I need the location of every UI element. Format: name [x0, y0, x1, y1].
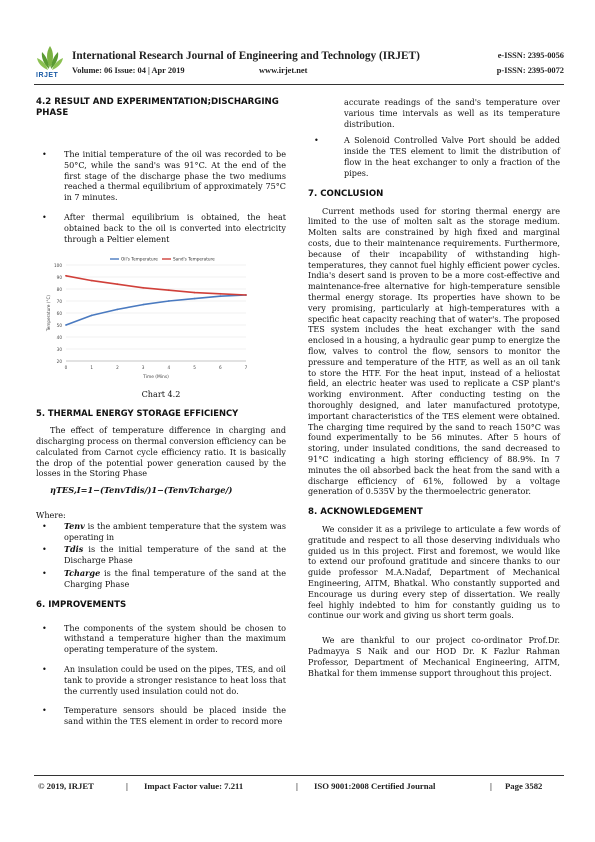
y-tick-label: 50: [56, 323, 62, 329]
where-list: [36, 521, 286, 590]
volume-issue: Volume: 06 Issue: 04 | Apr 2019: [72, 66, 185, 75]
data-point: [91, 315, 93, 317]
impact-factor: Impact Factor value: 7.211: [144, 781, 244, 791]
data-point: [219, 293, 221, 295]
copyright: © 2019, IRJET: [38, 781, 94, 791]
x-tick-label: 5: [193, 365, 196, 371]
data-point: [65, 324, 67, 326]
y-axis-label: Temperature (°C): [46, 295, 51, 332]
continued-bullet: accurate readings of the sand's temperature over various time intervals as well as its temperature distribution.: [344, 97, 560, 129]
x-tick-label: 1: [90, 365, 94, 371]
section-6-list: [36, 623, 286, 727]
footer-rule: [34, 775, 564, 776]
data-point: [65, 275, 67, 277]
symbol: Tdis: [64, 544, 84, 555]
data-point: [194, 292, 196, 294]
data-point: [168, 290, 170, 292]
section-8-heading: 8. ACKNOWLEDGEMENT: [308, 507, 423, 518]
legend-label: Oil's Temperature: [121, 256, 158, 262]
y-tick-label: 20: [56, 359, 62, 365]
x-tick-label: 2: [116, 365, 119, 371]
x-tick-label: 4: [167, 365, 171, 371]
header-rule: [34, 84, 564, 85]
pissn: p-ISSN: 2395-0072: [496, 66, 564, 75]
section-4-2-list: [36, 149, 286, 244]
y-tick-label: 30: [56, 347, 62, 353]
list-item: • A Solenoid Controlled Valve Port should be added inside the TES element to limit the distribution of flow in the heat exchanger to only a fraction of the pipes.: [308, 135, 560, 178]
y-tick-label: 80: [56, 287, 62, 293]
y-tick-label: 60: [56, 311, 62, 317]
symbol-desc: is the initial temperature of the sand at the Discharge Phase: [64, 544, 286, 566]
legend-label: Sand's Temperature: [173, 256, 215, 262]
symbol-desc: is the ambient temperature that the system was operating in: [64, 520, 286, 542]
list-item: [36, 544, 286, 566]
list-item: • Temperature sensors should be placed inside the sand within the TES element in order to record more: [36, 705, 286, 727]
page-header: [34, 44, 564, 84]
series-line-sand: [66, 276, 246, 295]
section-6-heading: 6. IMPROVEMENTS: [36, 599, 127, 610]
left-column: [36, 97, 286, 727]
section-7-paragraph: Current methods used for storing thermal energy are limited to the use of molten salt as the storage medium. Molten salts are constrained by high fixed and marginal costs, due to their maintenance requirements. Furthermore, because of their incapability of withstanding high-temperatures, they cannot fuel highly efficient power cycles. India's desert sand is proven to be a more cost-effective and maintenance-free alternative for high-temperature sensible thermal energy storage. Its properties have shown to be very promising, particularly at high-temperatures with a specific heat capacity reaching that of water's. The proposed TES system includes the heat exchanger with the sand enclosed in a housing, a hydraulic gear pump to energize the flow, valves to control the flow, sensors to monitor the pressure and temperature of the HTF, as well as an oil tank to store the HTF. For the heat input, instead of a heliostat field, an electric heater was used to replicate a CSP plant's working environment. After conducting testing on the thoroughly designed, and later manufactured prototype, important characteristics of the TES element were obtained. The charging time required by the sand to reach 150°C was found experimentally to be 56 minutes. After 5 hours of storing, under insulated conditions, the sand decreased to 91°C indicating a high storing efficiency of 88.9%. In 7 minutes the oil absorbed back the heat from the sand with a discharge efficiency of 61%, followed by a voltage generation of 0.535V by the thermoelectric generator.: [308, 205, 560, 497]
data-point: [194, 298, 196, 300]
list-item: • The initial temperature of the oil was recorded to be 50°C, while the sand's was 91°C. At the end of the first stage of the discharge phase the two mediums reached a thermal equilibrium of approximately 75°C in 7 minutes.: [36, 149, 286, 203]
x-tick-label: 3: [141, 365, 145, 371]
y-tick-label: 70: [56, 299, 62, 305]
y-tick-label: 90: [56, 275, 62, 281]
x-tick-label: 7: [244, 365, 248, 371]
journal-title: International Research Journal of Engineering and Technology (IRJET): [72, 50, 420, 62]
page-number: Page 3582: [505, 781, 543, 791]
list-item: • After thermal equilibrium is obtained, the heat obtained back to the oil is converted into electricity through a Peltier element: [36, 212, 286, 244]
right-list: [308, 135, 560, 178]
data-point: [91, 280, 93, 282]
data-point: [168, 300, 170, 302]
symbol: Tcharge: [64, 567, 101, 578]
data-point: [117, 309, 119, 311]
list-item: • The components of the system should be chosen to withstand a temperature higher than the maximum operating temperature of the system.: [36, 623, 286, 655]
series-line-oil: [66, 295, 246, 325]
section-8-paragraph-1: We consider it as a privilege to articulate a few words of gratitude and respect to all those deserving individuals who guided us in this project. First and foremost, we would like to extend our profound gratitude and sincere thanks to our guide professor M.A.Nadaf, Department of Mechanical Engineering, AITM, Bhatkal. Who constantly supported and Encourage us during every step of dissertation. We really feel highly indebted to him for constantly guiding us to continue our work and giving us short term goals.: [308, 524, 560, 621]
section-7-heading: 7. CONCLUSION: [308, 188, 384, 199]
x-tick-label: 0: [64, 365, 68, 371]
section-4-2-heading: 4.2 RESULT AND EXPERIMENTATION;DISCHARGING PHASE: [36, 97, 279, 118]
footer-separator: |: [126, 781, 128, 791]
section-5-heading: 5. THERMAL ENERGY STORAGE EFFICIENCY: [36, 408, 239, 419]
list-item: [36, 568, 286, 590]
data-point: [142, 287, 144, 289]
y-tick-label: 100: [54, 263, 62, 269]
y-tick-label: 40: [56, 335, 62, 341]
footer-separator: |: [296, 781, 298, 791]
data-point: [245, 294, 247, 296]
temperature-chart: [44, 253, 256, 385]
symbol-desc: is the final temperature of the sand at the Charging Phase: [64, 567, 286, 589]
list-item: [36, 521, 286, 543]
data-point: [117, 284, 119, 286]
where-label: Where:: [36, 509, 66, 520]
x-tick-label: 6: [218, 365, 222, 371]
efficiency-equation: ηTES,I=1−(TenvTdis/)1−(TenvTcharge/): [50, 485, 233, 496]
iso-certification: ISO 9001:2008 Certified Journal: [314, 781, 436, 791]
symbol: Tenv: [64, 520, 85, 531]
eissn: e-ISSN: 2395-0056: [497, 51, 564, 60]
section-5-paragraph: The effect of temperature difference in charging and discharging process on thermal conversion efficiency can be calculated from Carnot cycle efficiency ratio. It is basically the drop of the potential power generation caused by the losses in the Storing Phase: [36, 425, 286, 479]
website-link[interactable]: www.irjet.net: [259, 66, 308, 75]
data-point: [142, 304, 144, 306]
section-8-paragraph-2: We are thankful to our project co-ordinator Prof.Dr. Padmayya S Naik and our HOD Dr. K Fazlur Rahman Professor, Department of Mechanical Engineering, AITM, Bhatkal for them immense support throughout this project.: [308, 635, 560, 678]
data-point: [219, 296, 221, 298]
list-item: • An insulation could be used on the pipes, TES, and oil tank to provide a stronger resistance to heat loss that the currently used insulation could not do.: [36, 664, 286, 696]
right-column: [308, 97, 560, 678]
x-axis-label: Time (Mins): [143, 375, 169, 381]
logo-text: IRJET: [36, 72, 59, 79]
footer-separator: |: [490, 781, 492, 791]
chart-caption: Chart 4.2: [141, 389, 181, 400]
